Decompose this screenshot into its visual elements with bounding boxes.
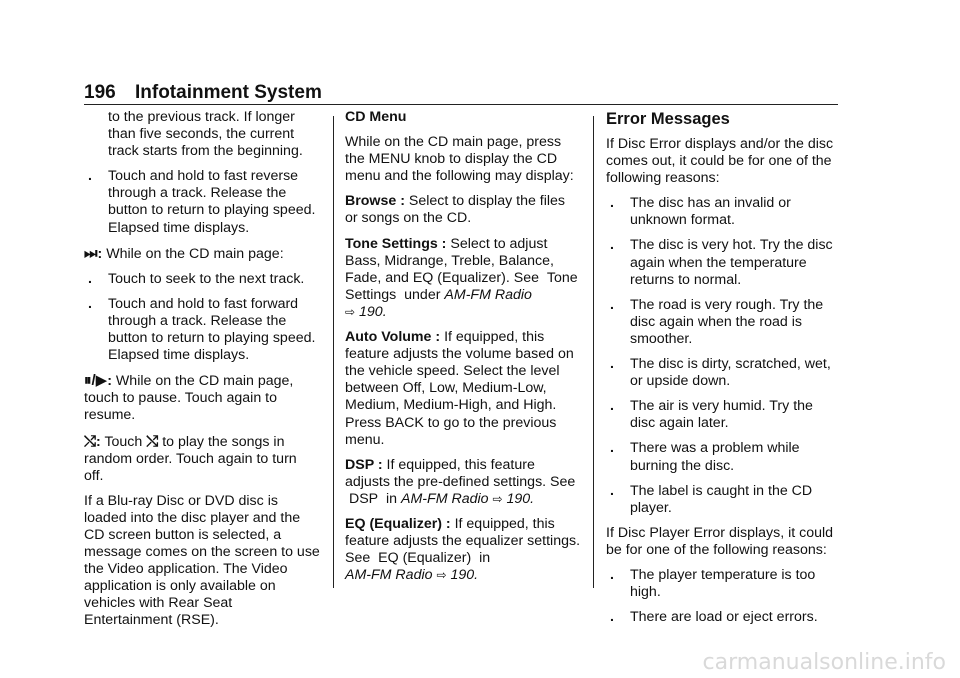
bullet-dot: .: [610, 296, 614, 313]
error-messages-title: Error Messages: [606, 110, 730, 128]
dsp-page[interactable]: 190: [506, 490, 531, 507]
column-divider-2: [593, 116, 594, 588]
section-title: Infotainment System: [134, 82, 322, 103]
column-1: [84, 109, 320, 638]
list-item: [606, 609, 842, 626]
shuffle-touch: Touch: [104, 433, 143, 450]
bullet-dot: .: [610, 482, 614, 499]
tone-text: Select to adjust Bass, Midrange, Treble, Balance, Fade, and EQ (Equalizer). See: [345, 235, 554, 286]
page-number: 196: [84, 82, 116, 103]
next-track-icon: ⏭: [84, 244, 98, 262]
eq-page[interactable]: 190: [450, 567, 475, 584]
xref-arrow-icon: ⇨: [345, 304, 356, 319]
bullet-dot: .: [88, 270, 92, 287]
dsp-ref[interactable]: DSP: [348, 490, 379, 507]
bullet-dot: .: [610, 440, 614, 457]
column-3: [606, 109, 842, 634]
disc-error-intro: If Disc Error displays and/or the disc comes out, it could be for one of the following reasons:: [606, 136, 834, 187]
seek-text: Touch to seek to the next track.: [108, 270, 305, 287]
browse-item: [345, 193, 581, 227]
watermark-text: carmanualsonline.info: [702, 650, 946, 675]
browse-term: Browse :: [345, 193, 405, 210]
dsp-item: DSP : If equipped, this feature adjusts the pre-defined settings. See DSP in AM-FM Radio ⇨ 190.: [345, 456, 576, 507]
cd-menu-intro: While on the CD main page, press the MENU knob to display the CD menu and the following may display:: [345, 134, 574, 185]
player-error-intro: If Disc Player Error displays, it could be for one of the following reasons:: [606, 524, 834, 558]
list-item: [606, 195, 842, 229]
play-pause-icon: ⏸/▶: [84, 372, 108, 390]
seek-bullet: [84, 271, 320, 288]
bullet-dot: .: [610, 609, 614, 626]
eq-in: in: [479, 550, 491, 567]
eq-ref[interactable]: EQ (Equalizer): [378, 550, 472, 567]
reverse-bullet: [84, 168, 320, 236]
disc-reasons-list: [606, 195, 842, 517]
tone-under: under: [404, 286, 441, 303]
cd-menu-title: CD Menu: [345, 109, 407, 125]
bullet-dot: .: [610, 356, 614, 373]
reason-text: The player temperature is too high.: [630, 566, 816, 601]
column-2: [345, 109, 581, 592]
bullet-dot: .: [610, 566, 614, 583]
list-item: [606, 356, 842, 390]
header-rule: [84, 104, 838, 105]
tone-source: AM-FM Radio: [444, 286, 532, 303]
tone-term: Tone Settings :: [345, 235, 447, 252]
reason-text: The label is caught in the CD player.: [630, 482, 813, 516]
list-item: [606, 567, 842, 601]
reason-text: The disc is very hot. Try the disc again when the temperature returns to normal.: [630, 237, 833, 288]
auto-text: If equipped, this feature adjusts the volume based on the vehicle speed. Select the level between Off, Low, Medium-Low, Medium, Medium-High, and High. Press BACK to go to the previous menu.: [345, 329, 574, 448]
reason-text: There are load or eject errors.: [630, 609, 818, 626]
reason-text: The road is very rough. Try the disc again when the road is smoother.: [630, 296, 824, 347]
prev-track-continuation: to the previous track. If longer than five seconds, the current track starts from the beginning.: [108, 109, 303, 160]
xref-arrow-icon: ⇨: [492, 491, 503, 506]
forward-bullet: [84, 296, 320, 364]
page-header: [84, 82, 836, 104]
auto-volume-item: [345, 329, 581, 449]
eq-term: EQ (Equalizer) :: [345, 515, 451, 532]
forward-text: Touch and hold to fast forward through a track. Release the button to return to playing speed. Elapsed time displays.: [108, 295, 316, 364]
eq-text: If equipped, this feature adjusts the equalizer settings. See: [345, 515, 581, 567]
xref-arrow-icon: ⇨: [436, 568, 447, 583]
bullet-dot: .: [610, 195, 614, 212]
reason-text: The air is very humid. Try the disc again later.: [630, 398, 813, 432]
eq-source: AM-FM Radio: [345, 567, 433, 584]
shuffle-icon: ⤭: [84, 432, 97, 450]
next-track-para: ⏭: While on the CD main page:: [84, 244, 284, 262]
tone-item: Tone Settings : Select to adjust Bass, Midrange, Treble, Balance, Fade, and EQ (Equalizer). See Tone Settings under AM-FM Radio ⇨ 190.: [345, 235, 578, 320]
bullet-dot: .: [610, 398, 614, 415]
eq-item: EQ (Equalizer) : If equipped, this feature adjusts the equalizer settings. See EQ (Equalizer) in AM-FM Radio ⇨ 190.: [345, 515, 581, 584]
list-item: [606, 297, 842, 348]
reverse-text: Touch and hold to fast reverse through a track. Release the button to return to playing speed. Elapsed time displays.: [108, 168, 316, 236]
list-item: [606, 398, 842, 432]
dsp-source: AM-FM Radio: [401, 490, 489, 507]
reason-text: The disc is dirty, scratched, wet, or upside down.: [630, 356, 831, 390]
dsp-in: in: [386, 490, 398, 507]
list-item: [606, 237, 842, 288]
shuffle-inline-icon: ⤭: [146, 432, 159, 450]
tone-ref[interactable]: Tone Settings: [345, 269, 578, 303]
list-item: [606, 440, 842, 474]
reason-text: The disc has an invalid or unknown format.: [630, 195, 791, 229]
bullet-dot: .: [88, 295, 92, 312]
bullet-dot: .: [610, 237, 614, 254]
reason-text: There was a problem while burning the disc.: [630, 440, 800, 474]
play-pause-para: ⏸/▶: While on the CD main page, touch to pause. Touch again to resume.: [84, 372, 294, 424]
next-intro-text: While on the CD main page:: [106, 245, 284, 262]
shuffle-text: to play the songs in random order. Touch again to turn off.: [84, 433, 297, 484]
dsp-term: DSP :: [345, 456, 383, 473]
auto-term: Auto Volume :: [345, 329, 441, 346]
tone-page[interactable]: 190: [359, 303, 383, 320]
play-pause-text: While on the CD main page, touch to pause. Touch again to resume.: [84, 373, 294, 424]
dsp-text: If equipped, this feature adjusts the pre-defined settings. See: [345, 456, 576, 490]
shuffle-para: ⤭: Touch ⤭ to play the songs in random order. Touch again to turn off.: [84, 432, 297, 484]
column-divider-1: [333, 116, 334, 588]
bluray-para: If a Blu-ray Disc or DVD disc is loaded into the disc player and the CD screen button is selected, a message comes on the screen to use the Video application. The Video application is only available on vehicles with Rear Seat Entertainment (RSE).: [84, 492, 320, 629]
bullet-dot: .: [88, 168, 92, 185]
list-item: [606, 483, 842, 517]
player-reasons-list: [606, 567, 842, 626]
browse-text: Select to display the files or songs on the CD.: [345, 193, 566, 227]
